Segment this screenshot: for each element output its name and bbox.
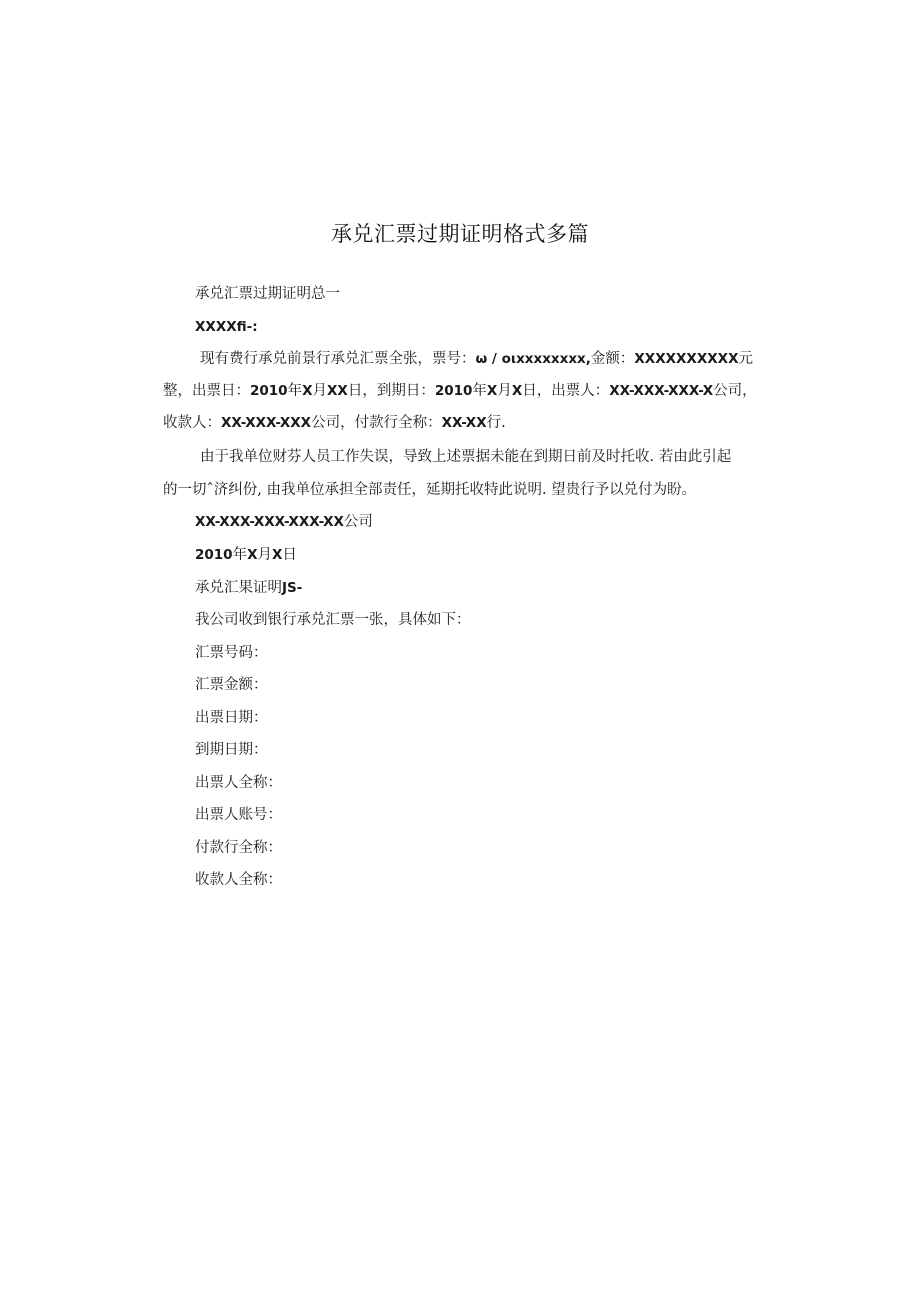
- paragraph-2-line-2: 的一切ˆ济纠份, 由我单位承担全部责任，延期托收特此说明. 望贵行予以兑付为盼。: [163, 482, 697, 498]
- bill-number: ω / oιxxxxxxxx,: [475, 351, 591, 367]
- field-issue-date: 出票日期：: [195, 710, 268, 726]
- day: XX: [327, 383, 348, 399]
- text: 月: [312, 383, 327, 399]
- text: 日，出票人：: [522, 383, 610, 399]
- text: 金额：: [590, 351, 635, 367]
- paragraph-1-line-2: [163, 381, 757, 401]
- text: 日，到期日：: [347, 383, 435, 399]
- signature-date: [195, 545, 297, 565]
- month: X: [247, 547, 258, 563]
- field-drawer-account: 出票人账号：: [195, 807, 282, 823]
- day: X: [511, 383, 523, 399]
- text: 公司，付款行全称：: [311, 415, 442, 431]
- text: 承兑汇果证明: [195, 580, 282, 596]
- paragraph-2-line-1: 由于我单位财芬人员工作失误，导致上述票据未能在到期日前及时托收. 若由此引起: [200, 449, 732, 465]
- month: X: [302, 383, 313, 399]
- paragraph-1-line-1: [200, 349, 753, 369]
- text: 整，出票日：: [163, 383, 250, 399]
- field-payee-full-name: 收款人全称：: [195, 872, 282, 888]
- document-title: 承兑汇票过期证明格式多篇: [331, 222, 589, 246]
- text: 公司: [343, 514, 373, 530]
- year: 2010: [195, 547, 233, 563]
- section-1-heading: 承兑汇票过期证明总一: [195, 286, 340, 302]
- field-due-date: 到期日期：: [195, 742, 268, 758]
- section-2-intro: 我公司收到银行承兑汇票一张，具体如下：: [195, 612, 471, 628]
- text: 行.: [486, 415, 506, 431]
- text: 公司，: [713, 383, 757, 399]
- text: 月: [257, 547, 272, 563]
- month: X: [486, 383, 498, 399]
- text: 年: [232, 547, 248, 563]
- section-2-heading: [195, 578, 302, 598]
- heading-suffix: JS-: [282, 580, 303, 596]
- payee-name: XX-XXX-XXX: [221, 415, 312, 431]
- addressee: XXXXfi-:: [195, 319, 258, 335]
- year: 2010: [434, 383, 473, 399]
- text: 年: [287, 383, 303, 399]
- field-bill-amount: 汇票金额：: [195, 677, 268, 693]
- paragraph-1-line-3: [163, 413, 506, 433]
- text: 月: [497, 383, 512, 399]
- paying-bank: XX-XX: [441, 415, 487, 431]
- field-paying-bank: 付款行全称：: [195, 840, 282, 856]
- text: 收款人：: [163, 415, 221, 431]
- text: 现有费行承兑前景行承兑汇票全张，票号：: [200, 351, 476, 367]
- field-drawer-full-name: 出票人全称：: [195, 775, 282, 791]
- company-code: XX-XXX-XXX-XXX-XX: [195, 514, 344, 530]
- drawer-name: XX-XXX-XXX-X: [609, 383, 714, 399]
- text: 年: [472, 383, 487, 399]
- text: 元: [738, 351, 753, 367]
- day: X: [272, 547, 283, 563]
- amount: XXXXXXXXXX: [634, 351, 739, 367]
- text: 日: [282, 547, 297, 563]
- signature-company: [195, 512, 373, 532]
- year: 2010: [250, 383, 288, 399]
- field-bill-number: 汇票号码：: [195, 645, 268, 661]
